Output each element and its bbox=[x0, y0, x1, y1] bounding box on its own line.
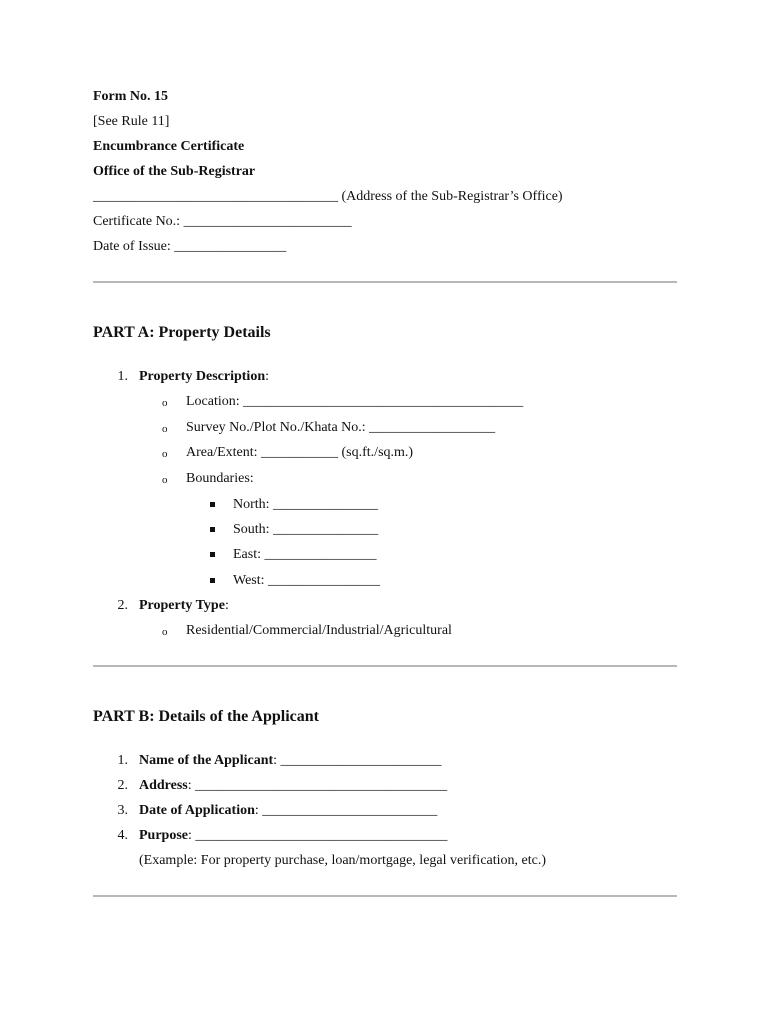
boundary-north-field: North: _______________ bbox=[233, 497, 379, 512]
list-number: 2. bbox=[117, 598, 128, 613]
applicant-address-field: Address: ____________________________________ bbox=[139, 778, 448, 793]
list-number: 1. bbox=[117, 753, 128, 768]
purpose-example-note: (Example: For property purchase, loan/mortgage, legal verification, etc.) bbox=[139, 853, 547, 868]
rule-reference: [See Rule 11] bbox=[93, 114, 170, 129]
list-number: 4. bbox=[117, 828, 128, 843]
list-number: 2. bbox=[117, 778, 128, 793]
property-type-options: Residential/Commercial/Industrial/Agricultural bbox=[186, 623, 452, 638]
square-bullet-icon bbox=[210, 502, 215, 507]
form-number: Form No. 15 bbox=[93, 89, 169, 104]
boundary-south-field: South: _______________ bbox=[233, 522, 379, 537]
circle-bullet-icon: o bbox=[162, 626, 168, 638]
part-a-heading: PART A: Property Details bbox=[93, 324, 271, 341]
applicant-name-field: Name of the Applicant: _______________________ bbox=[139, 753, 442, 768]
office-address-line: ___________________________________ (Address of the Sub-Registrar’s Office) bbox=[93, 189, 563, 204]
survey-number-field: Survey No./Plot No./Khata No.: __________________ bbox=[186, 420, 496, 435]
square-bullet-icon bbox=[210, 552, 215, 557]
boundary-east-field: East: ________________ bbox=[233, 547, 377, 562]
office-name: Office of the Sub-Registrar bbox=[93, 164, 256, 179]
document-title: Encumbrance Certificate bbox=[93, 139, 245, 154]
square-bullet-icon bbox=[210, 578, 215, 583]
circle-bullet-icon: o bbox=[162, 448, 168, 460]
date-of-issue-line: Date of Issue: ________________ bbox=[93, 239, 287, 254]
boundary-west-field: West: ________________ bbox=[233, 573, 381, 588]
section-divider bbox=[93, 665, 677, 667]
circle-bullet-icon: o bbox=[162, 397, 168, 409]
purpose-field: Purpose: ____________________________________ bbox=[139, 828, 448, 843]
location-field: Location: ________________________________________ bbox=[186, 394, 524, 409]
property-description-label: Property Description: bbox=[139, 369, 269, 384]
certificate-number-line: Certificate No.: ________________________ bbox=[93, 214, 352, 229]
boundaries-label: Boundaries: bbox=[186, 471, 254, 486]
circle-bullet-icon: o bbox=[162, 423, 168, 435]
list-number: 1. bbox=[117, 369, 128, 384]
circle-bullet-icon: o bbox=[162, 474, 168, 486]
section-divider bbox=[93, 281, 677, 283]
section-divider bbox=[93, 895, 677, 897]
property-type-label: Property Type: bbox=[139, 598, 229, 613]
square-bullet-icon bbox=[210, 527, 215, 532]
application-date-field: Date of Application: _________________________ bbox=[139, 803, 438, 818]
part-b-heading: PART B: Details of the Applicant bbox=[93, 708, 319, 725]
area-extent-field: Area/Extent: ___________ (sq.ft./sq.m.) bbox=[186, 445, 414, 460]
list-number: 3. bbox=[117, 803, 128, 818]
